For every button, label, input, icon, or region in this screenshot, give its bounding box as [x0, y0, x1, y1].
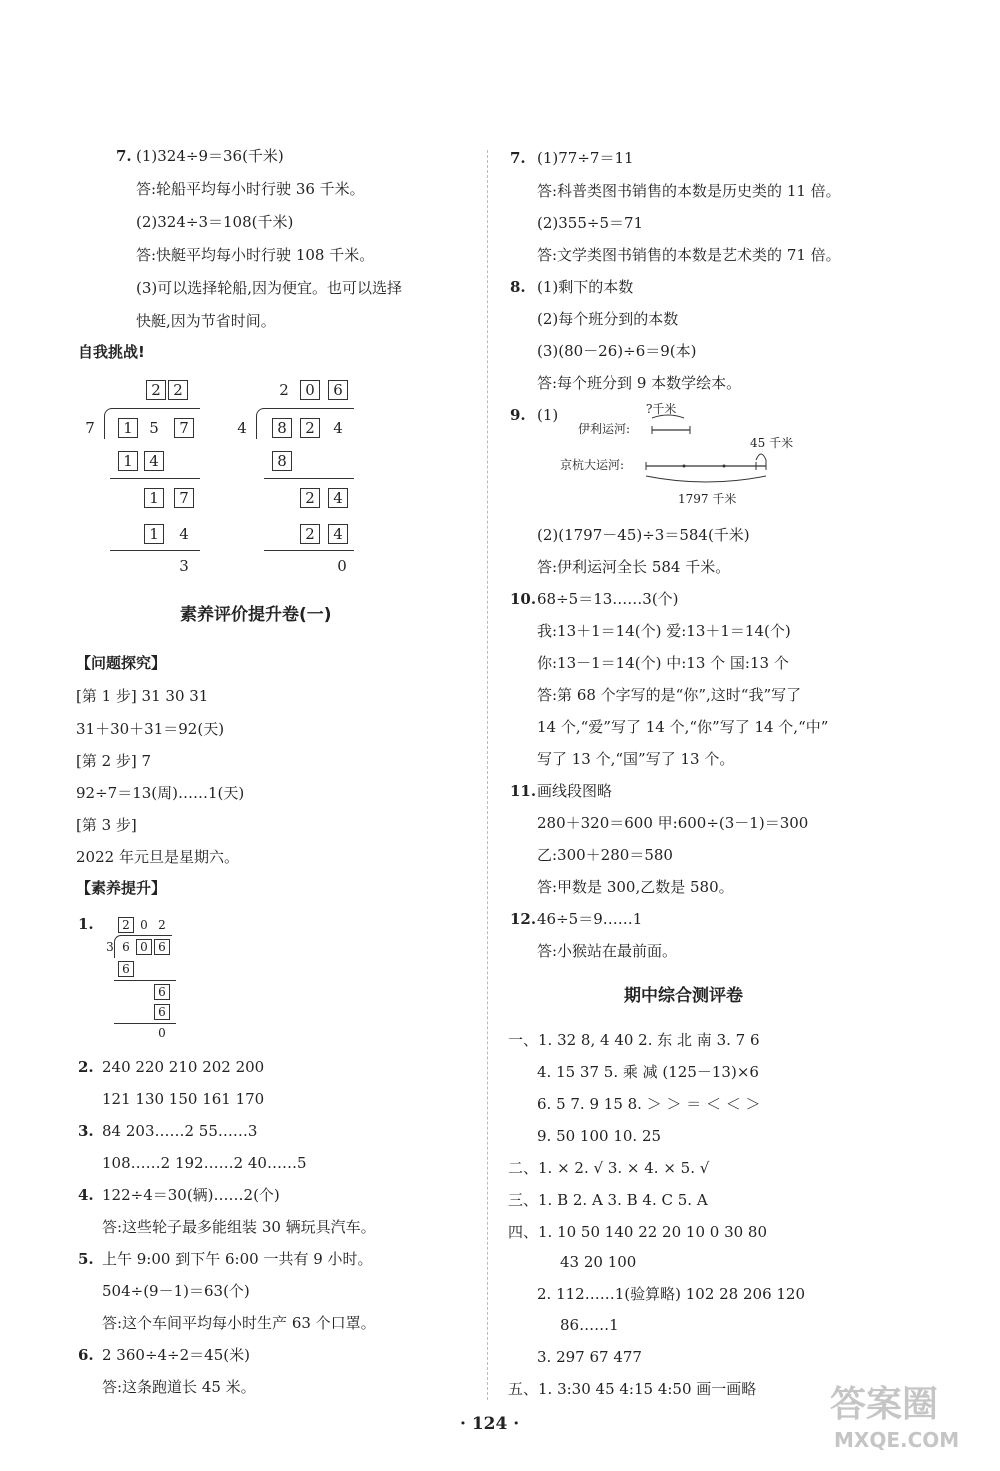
- right-q10-line6: 写了 13 个,“国”写了 13 个。: [537, 750, 735, 768]
- right-q8-line4: 答:每个班分到 9 本数学绘本。: [537, 374, 742, 392]
- division-line: [114, 1023, 176, 1024]
- left-q3-number: 3.: [78, 1122, 94, 1140]
- left-q5-line3: 答:这个车间平均每小时生产 63 个口罩。: [102, 1314, 376, 1332]
- left-q7-line2: 答:轮船平均每小时行驶 36 千米。: [136, 180, 365, 198]
- midterm-answer-line: 五、1. 3:30 45 4:15 4:50 画一画略: [508, 1380, 757, 1398]
- diagram-canal2-label: 京杭大运河:: [560, 458, 625, 472]
- right-q10-number: 10.: [510, 590, 537, 608]
- div2-divisor: 4: [237, 419, 247, 437]
- improve-title: 【素养提升】: [76, 879, 167, 897]
- div3-dividend-digit: 6: [122, 940, 130, 954]
- right-q9-number: 9.: [510, 406, 526, 424]
- div3-quotient-digit: 0: [140, 918, 148, 932]
- midterm-answer-line: 3. 297 67 477: [537, 1348, 642, 1366]
- explore-line: 92÷7＝13(周)……1(天): [76, 784, 245, 802]
- left-q5-line2: 504÷(9－1)＝63(个): [102, 1282, 250, 1300]
- left-q1-number: 1.: [78, 915, 94, 933]
- left-q7-line4: 答:快艇平均每小时行驶 108 千米。: [136, 246, 375, 264]
- div3-dividend-digit: 0: [136, 939, 152, 955]
- long-division-3: [102, 917, 182, 1047]
- division-line: [110, 478, 200, 479]
- right-q10-line3: 你:13－1＝14(个) 中:13 个 国:13 个: [537, 654, 789, 672]
- div3-step-digit: 6: [154, 984, 170, 1000]
- midterm-answer-line: 二、1. × 2. √ 3. × 4. × 5. √: [508, 1159, 710, 1177]
- left-q7-line5: (3)可以选择轮船,因为便宜。也可以选择: [136, 279, 403, 297]
- midterm-answer-line: 三、1. B 2. A 3. B 4. C 5. A: [508, 1191, 708, 1209]
- division-bracket: [256, 408, 265, 439]
- midterm-answer-line: 9. 50 100 10. 25: [537, 1127, 662, 1145]
- explore-line: 31＋30＋31＝92(天): [76, 720, 225, 738]
- division-line: [264, 478, 354, 479]
- div2-step-digit: 2: [300, 524, 320, 544]
- right-q7-number: 7.: [510, 149, 526, 167]
- right-q7-line3: (2)355÷5＝71: [537, 214, 644, 232]
- left-q5-number: 5.: [78, 1250, 94, 1268]
- div1-step-digit: 4: [144, 451, 164, 471]
- right-q9-part1: (1): [537, 406, 559, 424]
- right-q10-line4: 答:第 68 个字写的是“你”,这时“我”写了: [537, 686, 802, 704]
- column-divider: [487, 150, 488, 1400]
- left-q4-line1: 122÷4＝30(辆)……2(个): [102, 1186, 280, 1204]
- diagram-extra-label: 45 千米: [750, 436, 794, 450]
- left-q2-line1: 240 220 210 202 200: [102, 1058, 265, 1076]
- div1-quotient-digit: 2: [168, 380, 188, 400]
- div2-dividend-digit: 8: [272, 418, 292, 438]
- right-q8-line1: (1)剩下的本数: [537, 278, 634, 296]
- div2-step-digit: 4: [328, 524, 348, 544]
- midterm-answer-line: 2. 112……1(验算略) 102 28 206 120: [537, 1285, 806, 1303]
- page-number: · 124 ·: [460, 1414, 520, 1434]
- right-q9-part2: (2)(1797－45)÷3＝584(千米): [537, 526, 750, 544]
- segment-diagram: [560, 402, 820, 514]
- div3-step-digit: 6: [154, 1004, 170, 1020]
- right-q11-number: 11.: [510, 782, 537, 800]
- midterm-answer-line: 86……1: [560, 1316, 619, 1334]
- right-q7-line4: 答:文学类图书销售的本数是艺术类的 71 倍。: [537, 246, 841, 264]
- div2-dividend-digit: 2: [300, 418, 320, 438]
- division-bracket: [104, 408, 113, 439]
- midterm-answer-line: 43 20 100: [560, 1253, 637, 1271]
- right-q11-line1: 画线段图略: [537, 782, 613, 800]
- div1-quotient-digit: 2: [146, 380, 166, 400]
- right-q12-line2: 答:小猴站在最前面。: [537, 942, 678, 960]
- right-q8-number: 8.: [510, 278, 526, 296]
- section-title-literacy: 素养评价提升卷(一): [180, 605, 332, 625]
- left-q4-number: 4.: [78, 1186, 94, 1204]
- left-q6-line2: 答:这条跑道长 45 米。: [102, 1378, 256, 1396]
- left-q7-line6: 快艇,因为节省时间。: [136, 312, 276, 330]
- div1-remainder: 3: [179, 557, 189, 575]
- right-q11-line4: 答:甲数是 300,乙数是 580。: [537, 878, 734, 896]
- right-q7-line1: (1)77÷7＝11: [537, 149, 634, 167]
- watermark-text: 答案圈: [830, 1384, 939, 1425]
- div1-step-digit: 1: [144, 488, 164, 508]
- explore-line: 2022 年元旦是星期六。: [76, 848, 239, 866]
- right-q11-line2: 280＋320＝600 甲:600÷(3－1)＝300: [537, 814, 809, 832]
- division-bar: [112, 408, 200, 409]
- division-line: [110, 550, 200, 551]
- div3-dividend-digit: 6: [154, 939, 170, 955]
- explore-line: [第 1 步] 31 30 31: [76, 687, 209, 705]
- right-q10-line5: 14 个,“爱”写了 14 个,“你”写了 14 个,“中”: [537, 718, 829, 736]
- div1-divisor: 7: [85, 419, 95, 437]
- right-q12-number: 12.: [510, 910, 537, 928]
- div2-quotient-digit: 2: [279, 381, 289, 399]
- diagram-top-label: ?千米: [646, 402, 677, 416]
- div3-divisor: 3: [106, 940, 114, 954]
- explore-line: [第 3 步]: [76, 816, 137, 834]
- midterm-answer-line: 四、1. 10 50 140 22 20 10 0 30 80: [508, 1223, 768, 1241]
- div2-quotient-digit: 0: [300, 380, 320, 400]
- right-q7-line2: 答:科普类图书销售的本数是历史类的 11 倍。: [537, 182, 841, 200]
- diagram-canal1-label: 伊利运河:: [578, 422, 631, 436]
- div2-step-digit: 2: [300, 488, 320, 508]
- div2-remainder: 0: [337, 557, 347, 575]
- right-q10-line1: 68÷5＝13……3(个): [537, 590, 679, 608]
- watermark-logo: [830, 1385, 980, 1455]
- right-q9-answer: 答:伊利运河全长 584 千米。: [537, 558, 731, 576]
- div1-step-digit: 4: [179, 525, 189, 543]
- division-line: [114, 980, 176, 981]
- left-q5-line1: 上午 9:00 到下午 6:00 一共有 9 小时。: [102, 1250, 373, 1268]
- div1-dividend-digit: 5: [149, 419, 159, 437]
- left-q6-number: 6.: [78, 1346, 94, 1364]
- right-q8-line2: (2)每个班分到的本数: [537, 310, 679, 328]
- explore-title: 【问题探究】: [76, 654, 167, 672]
- div1-step-digit: 1: [118, 451, 138, 471]
- left-q7-line3: (2)324÷3＝108(千米): [136, 213, 294, 231]
- div3-quotient-digit: 2: [158, 918, 166, 932]
- div1-dividend-digit: 1: [118, 418, 138, 438]
- left-q2-line2: 121 130 150 161 170: [102, 1090, 265, 1108]
- div3-remainder: 0: [158, 1026, 166, 1040]
- diagram-lines: [560, 402, 820, 514]
- right-q12-line1: 46÷5＝9……1: [537, 910, 643, 928]
- long-division-2: [232, 380, 362, 580]
- div2-quotient-digit: 6: [328, 380, 348, 400]
- diagram-total-label: 1797 千米: [678, 492, 737, 506]
- section-title-midterm: 期中综合测评卷: [624, 986, 743, 1006]
- left-q4-line2: 答:这些轮子最多能组装 30 辆玩具汽车。: [102, 1218, 376, 1236]
- div2-dividend-digit: 4: [333, 419, 343, 437]
- midterm-answer-line: 4. 15 37 5. 乘 减 (125－13)×6: [537, 1063, 759, 1081]
- left-q3-line1: 84 203……2 55……3: [102, 1122, 258, 1140]
- right-q11-line3: 乙:300＋280＝580: [537, 846, 673, 864]
- division-bar: [120, 935, 172, 936]
- challenge-title: 自我挑战!: [78, 343, 145, 361]
- long-division-1: [80, 380, 210, 580]
- midterm-answer-line: 6. 5 7. 9 15 8. ＞ ＞ ＝ ＜ ＜ ＞: [537, 1095, 761, 1113]
- div3-step-digit: 6: [118, 961, 134, 977]
- left-q6-line1: 2 360÷4÷2＝45(米): [102, 1346, 250, 1364]
- right-q10-line2: 我:13＋1＝14(个) 爱:13＋1＝14(个): [537, 622, 791, 640]
- div2-step-digit: 8: [272, 451, 292, 471]
- div1-dividend-digit: 7: [174, 418, 194, 438]
- left-q2-number: 2.: [78, 1058, 94, 1076]
- midterm-answer-line: 一、1. 32 8, 4 40 2. 东 北 南 3. 7 6: [508, 1031, 760, 1049]
- right-q8-line3: (3)(80－26)÷6＝9(本): [537, 342, 697, 360]
- div1-step-digit: 7: [174, 488, 194, 508]
- explore-line: [第 2 步] 7: [76, 752, 152, 770]
- watermark-url: MXQE.COM: [834, 1428, 960, 1452]
- div3-quotient-digit: 2: [118, 917, 134, 933]
- left-q3-line2: 108……2 192……2 40……5: [102, 1154, 307, 1172]
- left-q7-number: 7.: [116, 147, 132, 165]
- left-q7-line1: (1)324÷9＝36(千米): [136, 147, 284, 165]
- div2-step-digit: 4: [328, 488, 348, 508]
- division-bar: [264, 408, 354, 409]
- div1-step-digit: 1: [144, 524, 164, 544]
- division-line: [264, 550, 354, 551]
